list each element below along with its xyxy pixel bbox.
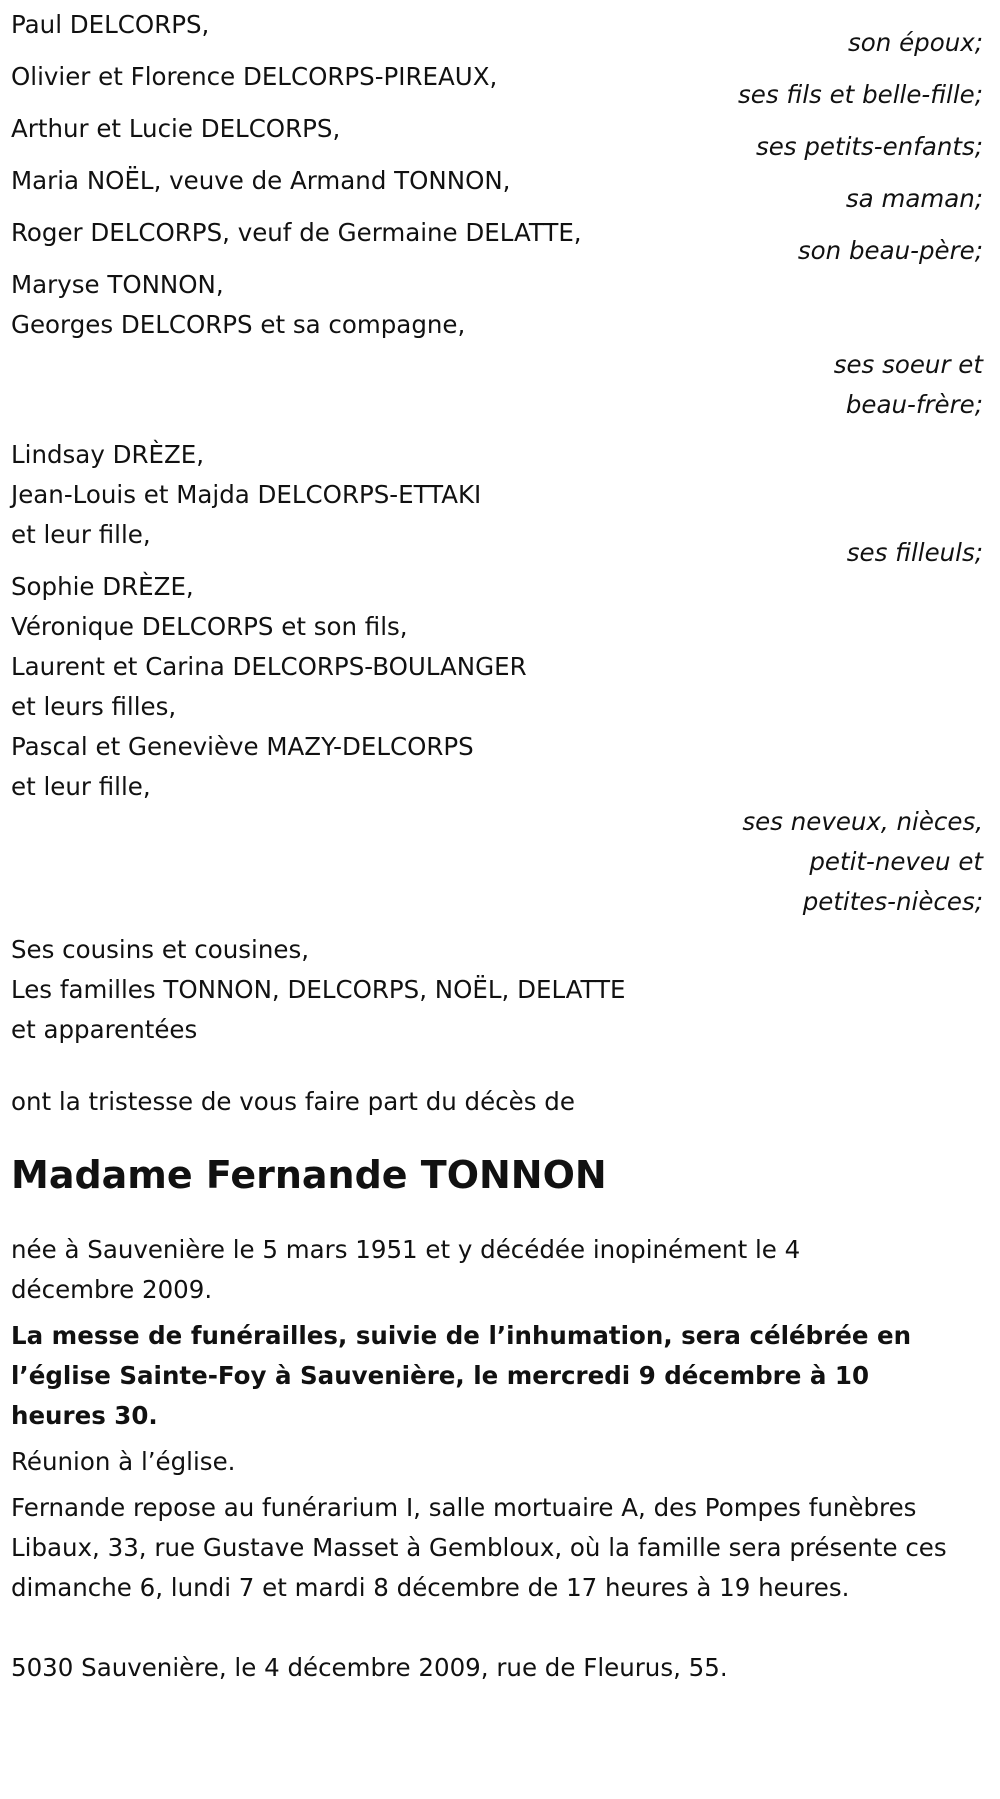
funeral-text: La messe de funérailles, suivie de l’inhumation, sera célébrée en l’église Sainte-Foy à Sauvenière, le mercredi 9 décembre à 10 heures 30. [11,1321,912,1430]
relation-line: son époux; [848,28,983,57]
family-name-line: et leur fille, [11,772,151,801]
relation-line: ses neveux, nièces, [742,807,983,836]
relation-line: ses petits-enfants; [755,132,983,161]
visitation-text: Fernande repose au funérarium I, salle mortuaire A, des Pompes funèbres Libaux, 33, rue Gustave Masset à Gembloux, où la famille sera présente ces dimanche 6, lundi 7 et mardi 8 décembre de 17 heures à 19 heures. [11,1493,947,1602]
deceased-name: Madame Fernande TONNON [11,1153,607,1197]
closing-name-line: Les familles TONNON, DELCORPS, NOËL, DELATTE [11,975,626,1004]
family-group [11,109,989,167]
family-name-line: Lindsay DRÈZE, [11,440,205,469]
family-group [11,265,989,425]
announcement-text: ont la tristesse de vous faire part du décès de [11,1087,575,1116]
family-name-line: Maryse TONNON, [11,270,224,299]
closing-name-line: et apparentées [11,1015,198,1044]
family-name-line: Roger DELCORPS, veuf de Germaine DELATTE, [11,218,582,247]
family-name-line: Laurent et Carina DELCORPS-BOULANGER [11,652,527,681]
relation-line: son beau-père; [797,236,983,265]
birth-death-text: née à Sauvenière le 5 mars 1951 et y décédée inopinément le 4 décembre 2009. [11,1235,801,1304]
family-name-line: Pascal et Geneviève MAZY-DELCORPS [11,732,474,761]
family-name-line: Véronique DELCORPS et son fils, [11,612,408,641]
closing-names [11,930,989,1050]
family-name-line: et leurs filles, [11,692,177,721]
family-name-line: Jean-Louis et Majda DELCORPS-ETTAKI [11,480,482,509]
family-name-line: Paul DELCORPS, [11,10,210,39]
family-name-line: et leur fille, [11,520,151,549]
relation-line: petites-nièces; [802,887,983,916]
family-group [11,213,989,271]
family-name-line: Arthur et Lucie DELCORPS, [11,114,341,143]
address-date-text: 5030 Sauvenière, le 4 décembre 2009, rue de Fleurus, 55. [11,1653,728,1682]
obituary-content [11,5,989,1688]
family-group [11,161,989,219]
relation-line: ses soeur et [833,350,983,379]
family-name-line: Maria NOËL, veuve de Armand TONNON, [11,166,511,195]
family-name-line: Olivier et Florence DELCORPS-PIREAUX, [11,62,498,91]
family-group [11,5,989,63]
closing-name-line: Ses cousins et cousines, [11,935,309,964]
relation-line: beau-frère; [845,390,983,419]
family-name-line: Georges DELCORPS et sa compagne, [11,310,466,339]
relation-line: sa maman; [845,184,983,213]
family-group [11,435,989,573]
family-group [11,567,989,922]
relation-line: ses fils et belle-fille; [738,80,983,109]
relation-line: ses filleuls; [846,538,983,567]
family-group [11,57,989,115]
meeting-text: Réunion à l’église. [11,1447,236,1476]
family-name-line: Sophie DRÈZE, [11,572,194,601]
relation-line: petit-neveu et [809,847,983,876]
